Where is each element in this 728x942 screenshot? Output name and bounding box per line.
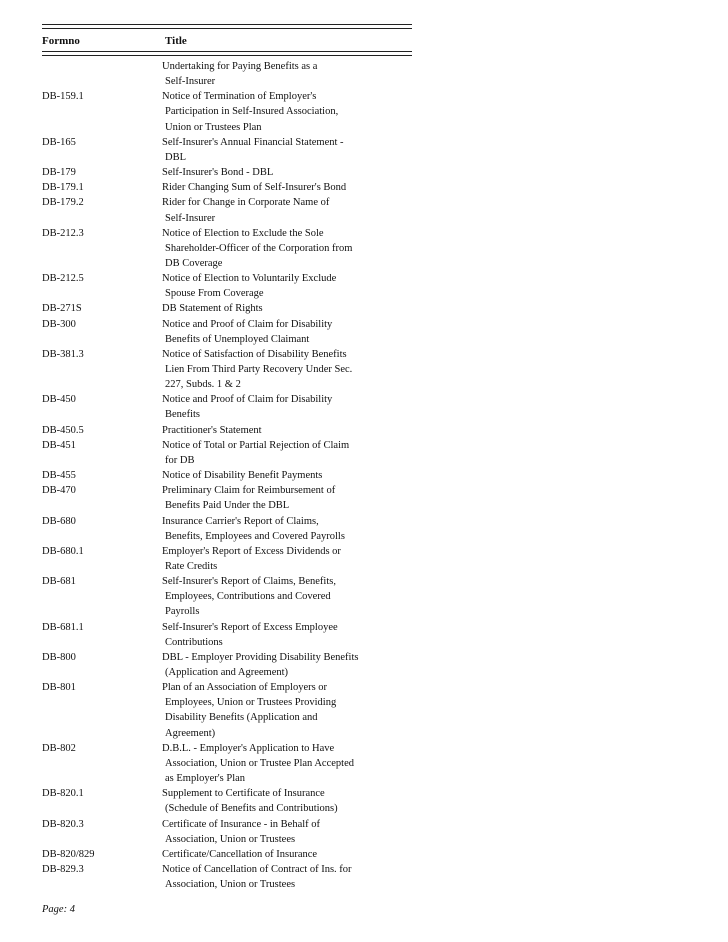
form-title-line: Insurance Carrier's Report of Claims, [162,515,319,527]
formno-header: Formno [42,35,80,47]
form-number: DB-450.5 [42,424,84,436]
title-header: Title [165,35,187,47]
form-title-line: Notice of Cancellation of Contract of Ins. for [162,863,352,875]
form-number: DB-801 [42,682,76,694]
form-number: DB-212.3 [42,227,84,239]
form-title-line: Participation in Self-Insured Association, [165,106,339,118]
form-title-line: Self-Insurer's Report of Excess Employee [162,621,338,633]
form-title-line: Employees, Contributions and Covered [165,591,331,603]
form-title-line: Notice and Proof of Claim for Disability [162,394,333,406]
form-number: DB-829.3 [42,863,84,875]
form-number: DB-455 [42,470,76,482]
form-title-line: DBL - Employer Providing Disability Benefits [162,651,359,663]
page-number: Page: 4 [42,904,75,915]
form-number: DB-451 [42,439,76,451]
form-number: DB-450 [42,394,76,406]
form-number: DB-179 [42,167,76,179]
form-title-line: Rider Changing Sum of Self-Insurer's Bond [162,182,347,194]
form-title-line: Benefits, Employees and Covered Payrolls [165,530,345,542]
form-number: DB-681 [42,576,76,588]
form-title-line: (Application and Agreement) [165,667,289,678]
form-number: DB-179.1 [42,182,84,194]
form-title-line: Payrolls [165,606,200,618]
form-title-line: Practitioner's Statement [162,424,262,436]
form-title-line: Notice of Satisfaction of Disability Benefits [162,348,347,360]
form-title-line: Benefits [165,409,200,421]
form-title-line: DBL [165,151,186,163]
form-title-line: Rate Credits [165,560,218,572]
form-title-line: Shareholder-Officer of the Corporation from [165,242,353,254]
header-rule-2 [42,55,412,56]
form-number: DB-802 [42,742,76,754]
form-number: DB-820.1 [42,788,84,800]
form-title-line: DB Statement of Rights [162,303,263,315]
form-title-line: Rider for Change in Corporate Name of [162,197,330,209]
form-title-line: Self-Insurer's Annual Financial Statement - [162,136,344,148]
form-title-line: Disability Benefits (Application and [165,712,318,724]
form-title-line: Notice of Termination of Employer's [162,91,317,103]
form-title-line: 227, Subds. 1 & 2 [165,379,241,391]
form-title-line: Contributions [165,636,223,648]
form-number: DB-800 [42,651,76,663]
form-title-line: D.B.L. - Employer's Application to Have [162,742,335,754]
form-title-line: Notice of Total or Partial Rejection of Claim [162,439,350,451]
form-number: DB-271S [42,303,82,315]
form-number: DB-820.3 [42,818,84,830]
form-number: DB-680 [42,515,76,527]
form-title-line: Certificate of Insurance - in Behalf of [162,818,321,830]
form-number: DB-470 [42,485,76,497]
form-title-line: (Schedule of Benefits and Contributions) [165,803,338,815]
form-title-line: DB Coverage [165,257,223,269]
form-title-line: Association, Union or Trustee Plan Accepted [165,757,354,769]
form-title-line: Self-Insurer [165,76,216,88]
form-number: DB-681.1 [42,621,84,633]
form-title-line: Lien From Third Party Recovery Under Sec. [165,364,353,375]
form-number: DB-179.2 [42,197,84,209]
form-title-line: Self-Insurer [165,212,216,224]
top-rule-2 [42,28,412,29]
form-title-line: Notice of Disability Benefit Payments [162,470,323,482]
form-number: DB-159.1 [42,91,84,103]
form-title-line: Agreement) [165,727,216,739]
form-number: DB-820/829 [42,848,95,860]
form-title-line: Notice and Proof of Claim for Disability [162,318,333,330]
form-title-line: Benefits Paid Under the DBL [165,500,290,512]
form-title-line: Preliminary Claim for Reimbursement of [162,485,336,497]
form-title-line: Plan of an Association of Employers or [162,682,328,694]
form-title-line: Undertaking for Paying Benefits as a [162,61,318,72]
form-number: DB-165 [42,136,76,148]
form-title-line: Certificate/Cancellation of Insurance [162,848,318,860]
form-title-line: Association, Union or Trustees [165,879,296,891]
form-title-line: for DB [165,454,195,466]
form-number: DB-212.5 [42,273,84,285]
form-title-line: Spouse From Coverage [165,288,264,300]
form-title-line: Notice of Election to Exclude the Sole [162,227,324,239]
form-number: DB-680.1 [42,545,84,557]
form-title-line: Employer's Report of Excess Dividends or [162,545,341,557]
form-title-line: Self-Insurer's Bond - DBL [162,167,274,179]
form-title-line: as Employer's Plan [165,773,246,785]
header-rule-1 [42,51,412,52]
form-title-line: Association, Union or Trustees [165,833,296,845]
form-title-line: Supplement to Certificate of Insurance [162,788,325,800]
form-number: DB-300 [42,318,76,330]
form-title-line: Self-Insurer's Report of Claims, Benefits, [162,576,336,588]
form-title-line: Benefits of Unemployed Claimant [165,333,310,345]
form-number: DB-381.3 [42,348,84,360]
top-rule-1 [42,24,412,25]
form-title-line: Notice of Election to Voluntarily Exclude [162,273,337,285]
form-title-line: Union or Trustees Plan [165,121,262,133]
form-title-line: Employees, Union or Trustees Providing [165,697,337,709]
